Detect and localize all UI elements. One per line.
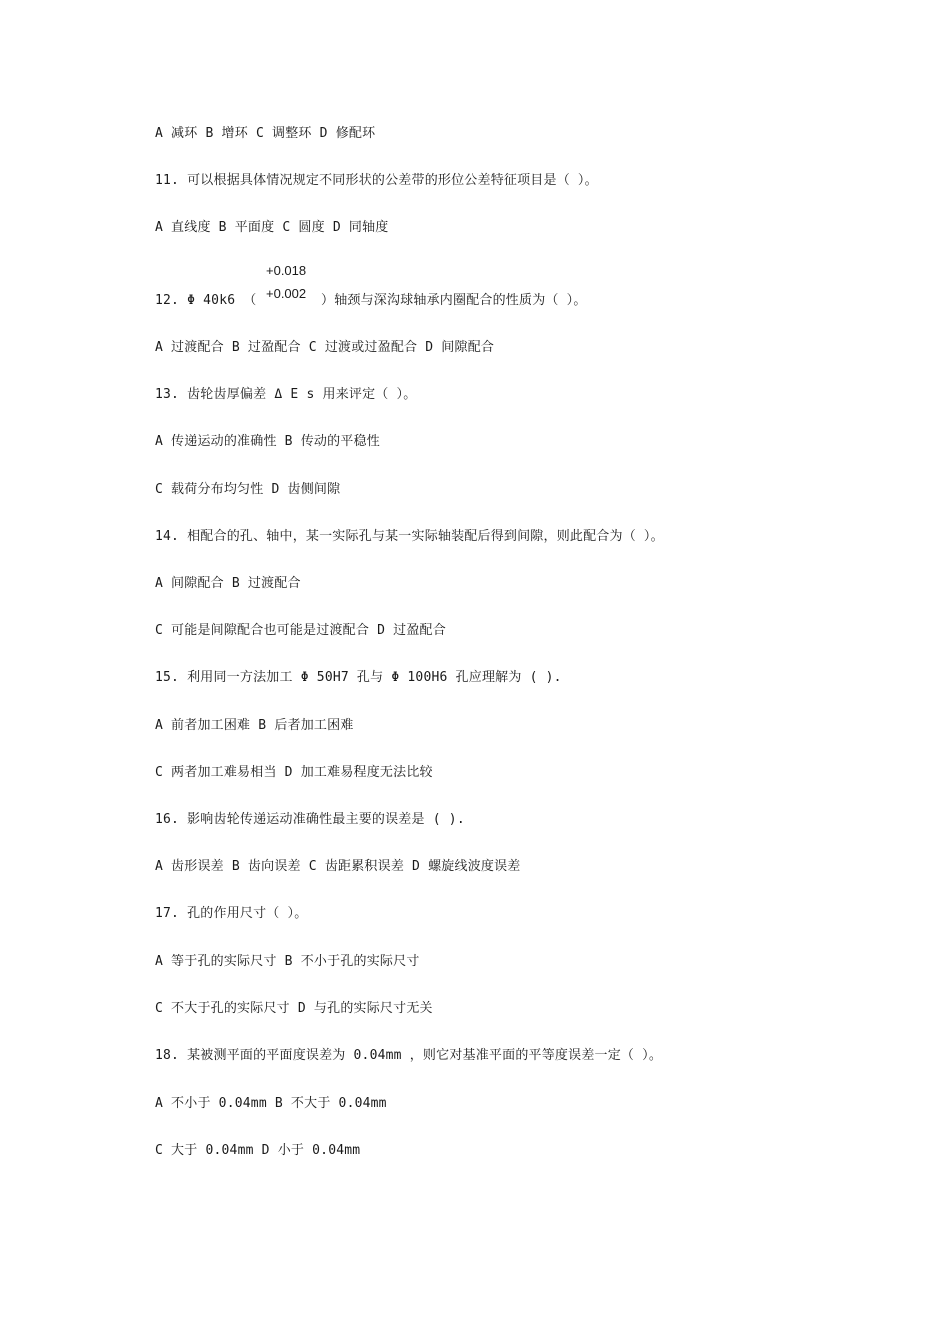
question-18: 18. 某被测平面的平面度误差为 0.04mm ，则它对基准平面的平等度误差一定（ ）。 xyxy=(155,1048,663,1063)
question-12-prefix: 12. Φ 40k6 （ xyxy=(155,293,257,308)
answer-options-q14-cd: C 可能是间隙配合也可能是过渡配合 D 过盈配合 xyxy=(155,623,446,638)
answer-options-q13-cd: C 载荷分布均匀性 D 齿侧间隙 xyxy=(155,482,341,497)
answer-options-q18-cd: C 大于 0.04mm D 小于 0.04mm xyxy=(155,1143,361,1158)
answer-options-q10: A 减环 B 增环 C 调整环 D 修配环 xyxy=(155,126,376,141)
tolerance-lower: +0.002 xyxy=(266,286,307,301)
tolerance-upper: +0.018 xyxy=(266,263,307,278)
question-14: 14. 相配合的孔、轴中，某一实际孔与某一实际轴装配后得到间隙，则此配合为（ ）。 xyxy=(155,529,664,544)
answer-options-q18-ab: A 不小于 0.04mm B 不大于 0.04mm xyxy=(155,1096,387,1111)
question-15: 15. 利用同一方法加工 Φ 50H7 孔与 Φ 100H6 孔应理解为 ( ). xyxy=(155,670,562,685)
answer-options-q16: A 齿形误差 B 齿向误差 C 齿距累积误差 D 螺旋线波度误差 xyxy=(155,859,521,874)
answer-options-q15-ab: A 前者加工困难 B 后者加工困难 xyxy=(155,718,354,733)
answer-options-q14-ab: A 间隙配合 B 过渡配合 xyxy=(155,576,301,591)
question-12-suffix: ）轴颈与深沟球轴承内圈配合的性质为（ ）。 xyxy=(321,293,587,308)
answer-options-q11: A 直线度 B 平面度 C 圆度 D 同轴度 xyxy=(155,220,389,235)
answer-options-q15-cd: C 两者加工难易相当 D 加工难易程度无法比较 xyxy=(155,765,433,780)
answer-options-q17-ab: A 等于孔的实际尺寸 B 不小于孔的实际尺寸 xyxy=(155,954,420,969)
answer-options-q17-cd: C 不大于孔的实际尺寸 D 与孔的实际尺寸无关 xyxy=(155,1001,433,1016)
question-13: 13. 齿轮齿厚偏差 Δ E s 用来评定（ ）。 xyxy=(155,387,417,402)
answer-options-q12: A 过渡配合 B 过盈配合 C 过渡或过盈配合 D 间隙配合 xyxy=(155,340,495,355)
question-16: 16. 影响齿轮传递运动准确性最主要的误差是 ( ). xyxy=(155,812,465,827)
answer-options-q13-ab: A 传递运动的准确性 B 传动的平稳性 xyxy=(155,434,380,449)
question-11: 11. 可以根据具体情况规定不同形状的公差带的形位公差特征项目是（ ）。 xyxy=(155,173,598,188)
question-17: 17. 孔的作用尺寸（ ）。 xyxy=(155,906,308,921)
